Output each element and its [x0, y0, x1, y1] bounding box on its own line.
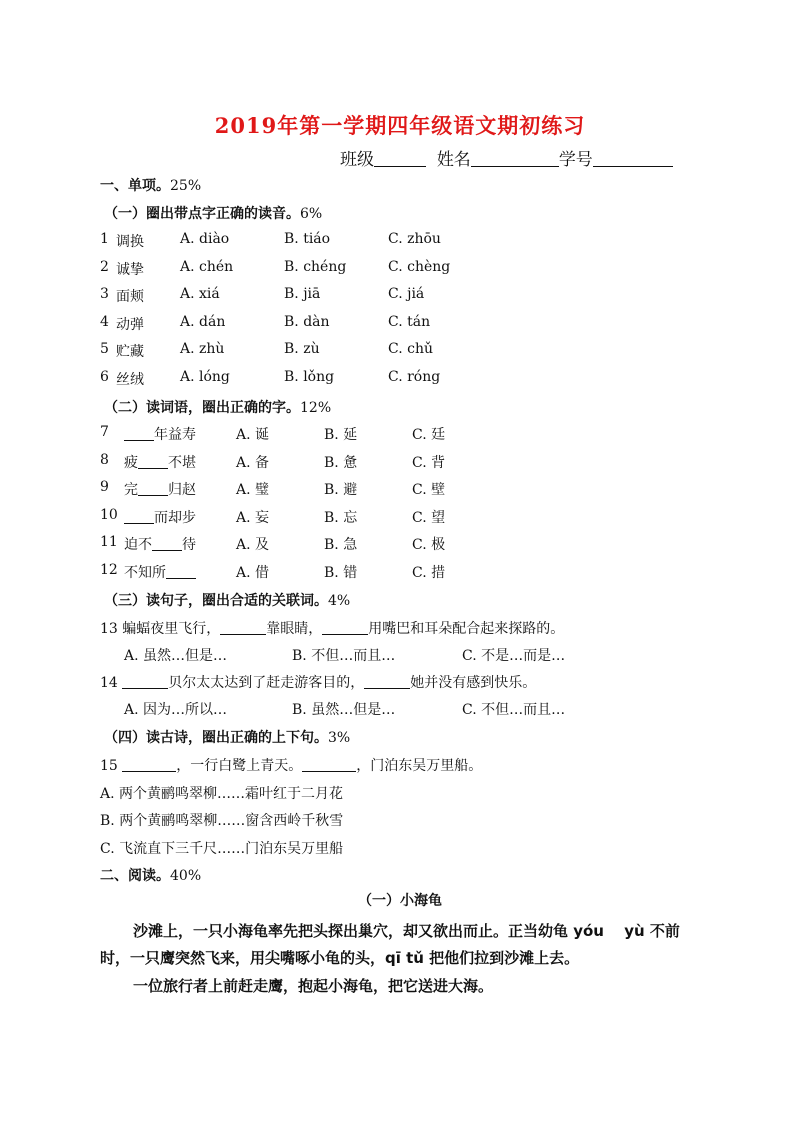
section-1-2-pct: 12% [300, 400, 332, 416]
section-1-1-label: （一）圈出带点字正确的读音。 [104, 206, 300, 222]
reading-subtitle: （一）小海龟 [358, 893, 442, 909]
word-row-phrase [124, 562, 196, 582]
word-row [100, 424, 480, 444]
q14-option-b[interactable]: B. 虽然…但是… [292, 702, 396, 718]
q14-num: 14 [100, 675, 118, 691]
word-row [100, 452, 480, 472]
q13-blank-1[interactable] [220, 620, 266, 635]
q14-text-2: 贝尔太太达到了赶走游客目的， [168, 675, 365, 691]
question-15 [100, 755, 482, 775]
section-1-label: 一、单项。 [100, 178, 170, 194]
name-blank[interactable] [471, 148, 559, 167]
q15-blank-1[interactable] [122, 757, 176, 772]
section-1-3-heading [104, 590, 350, 610]
q14-option-a[interactable]: A. 因为…所以… [124, 702, 228, 718]
word-row-suffix: 待 [182, 537, 196, 554]
pinyin-row-number: 3 [100, 286, 109, 303]
word-row-prefix: 迫不 [124, 537, 152, 554]
pinyin-row [100, 341, 500, 361]
pinyin-option-b[interactable]: B. chéng [284, 258, 347, 275]
section-2-label: 二、阅读。 [100, 868, 170, 884]
word-row-phrase [124, 534, 196, 554]
word-option-a[interactable]: A. 借 [236, 565, 270, 581]
word-option-c[interactable]: C. 壁 [412, 482, 446, 499]
q13-blank-2[interactable] [322, 620, 368, 635]
reading-p1-line2: 时，一只鹰突然飞来，用尖嘴啄小龟的头，qī tǔ 把他们拉到沙滩上去。 [100, 949, 580, 967]
class-label: 班级 [340, 150, 374, 170]
word-row [100, 534, 480, 554]
name-label: 姓名 [436, 150, 471, 170]
word-row-blank[interactable] [138, 481, 168, 496]
pinyin-row-word: 动弹 [116, 316, 144, 333]
word-option-b[interactable]: B. 急 [324, 537, 358, 554]
section-1-3-pct: 4% [328, 593, 351, 609]
pinyin-option-b[interactable]: B. lǒng [284, 369, 335, 385]
word-row-prefix: 完 [124, 482, 138, 499]
word-row-number: 8 [100, 451, 109, 468]
word-row-suffix: 而却步 [154, 509, 196, 526]
student-info [340, 145, 673, 170]
pinyin-option-c[interactable]: C. tán [388, 313, 431, 330]
word-row-number: 7 [100, 424, 109, 440]
question-13 [100, 618, 564, 638]
q13-text-1: 蝙蝠夜里飞行， [122, 621, 221, 637]
word-option-a[interactable]: A. 诞 [236, 427, 270, 443]
pinyin-option-b[interactable]: B. jiā [284, 286, 321, 303]
pinyin-row-word: 诚挚 [116, 261, 144, 278]
word-row-suffix: 归赵 [168, 482, 196, 499]
word-option-b[interactable]: B. 延 [324, 427, 358, 443]
pinyin-row [100, 286, 500, 306]
section-1-2-heading [104, 397, 331, 417]
pinyin-row-word: 丝绒 [116, 372, 144, 388]
q13-text-3: 用嘴巴和耳朵配合起来探路的。 [368, 621, 565, 637]
word-row-blank[interactable] [138, 454, 168, 469]
pinyin-option-a[interactable]: A. xiá [180, 286, 220, 303]
q13-num: 13 [100, 621, 118, 637]
section-1-1-pct: 6% [300, 206, 323, 222]
q13-option-a[interactable]: A. 虽然…但是… [124, 648, 228, 664]
word-row-prefix: 疲 [124, 454, 138, 471]
section-1-4-label: （四）读古诗，圈出正确的上下句。 [104, 730, 328, 746]
word-row [100, 507, 480, 527]
section-1-3-label: （三）读句子，圈出合适的关联词。 [104, 593, 328, 609]
word-row-phrase [124, 507, 196, 527]
pinyin-option-a[interactable]: A. lóng [180, 369, 230, 385]
question-14 [100, 672, 536, 692]
word-option-c[interactable]: C. 极 [412, 537, 446, 554]
word-row-number: 11 [100, 534, 118, 551]
word-option-a[interactable]: A. 备 [236, 454, 270, 471]
word-row-prefix: 不知所 [124, 565, 166, 581]
pinyin-option-a[interactable]: A. chén [180, 258, 234, 275]
section-1-pct: 25% [170, 178, 202, 194]
q15-option-c[interactable]: C. 飞流直下三千尺……门泊东吴万里船 [100, 841, 344, 857]
word-row [100, 562, 480, 582]
word-row-blank[interactable] [124, 509, 154, 524]
q15-option-a[interactable]: A. 两个黄鹂鸣翠柳……霜叶红于二月花 [100, 786, 344, 802]
q14-text-3: 她并没有感到快乐。 [410, 675, 537, 691]
id-label: 学号 [558, 150, 593, 170]
q13-option-c[interactable]: C. 不是…而是… [462, 648, 566, 664]
word-option-c[interactable]: C. 措 [412, 565, 446, 581]
pinyin-option-b[interactable]: B. tiáo [284, 231, 331, 247]
word-option-b[interactable]: B. 惫 [324, 454, 358, 471]
word-row [100, 479, 480, 499]
word-row-suffix: 年益寿 [154, 427, 196, 443]
word-option-c[interactable]: C. 望 [412, 509, 446, 526]
word-option-b[interactable]: B. 错 [324, 565, 358, 581]
word-row-blank[interactable] [124, 426, 154, 441]
q14-blank-1[interactable] [122, 674, 168, 689]
q13-options [124, 645, 624, 665]
class-blank[interactable] [374, 148, 426, 167]
word-option-c[interactable]: C. 背 [412, 454, 446, 471]
word-row-blank[interactable] [166, 564, 196, 579]
pinyin-option-c[interactable]: C. chèng [388, 258, 451, 275]
word-row-number: 9 [100, 479, 109, 496]
pinyin-option-a[interactable]: A. dán [180, 313, 226, 330]
q13-option-b[interactable]: B. 不但…而且… [292, 648, 396, 664]
section-1-heading [100, 175, 201, 195]
word-option-a[interactable]: A. 及 [236, 537, 270, 554]
pinyin-option-a[interactable]: A. diào [180, 231, 230, 247]
pinyin-option-c[interactable]: C. róng [388, 369, 441, 385]
pinyin-row-number: 2 [100, 258, 109, 275]
q15-option-b[interactable]: B. 两个黄鹂鸣翠柳……窗含西岭千秋雪 [100, 813, 344, 829]
word-row-number: 12 [100, 562, 118, 578]
pinyin-option-b[interactable]: B. dàn [284, 313, 330, 330]
word-option-b[interactable]: B. 避 [324, 482, 358, 499]
section-2-pct: 40% [170, 868, 202, 884]
pinyin-row-number: 4 [100, 313, 109, 330]
word-row-phrase [124, 424, 196, 444]
word-row-suffix: 不堪 [168, 454, 196, 471]
q15-text-2: ，一行白鹭上青天。 [176, 758, 303, 774]
pinyin-row-word: 面颊 [116, 289, 144, 306]
q14-option-c[interactable]: C. 不但…而且… [462, 702, 566, 718]
q15-num: 15 [100, 758, 118, 774]
pinyin-option-c[interactable]: C. jiá [388, 286, 425, 303]
section-1-2-label: （二）读词语，圈出正确的字。 [104, 400, 300, 416]
word-option-a[interactable]: A. 璧 [236, 482, 270, 499]
q15-text-3: ，门泊东吴万里船。 [356, 758, 483, 774]
word-option-b[interactable]: B. 忘 [324, 509, 358, 526]
pinyin-row [100, 369, 500, 389]
section-1-1-heading [104, 203, 322, 223]
q14-options [124, 699, 624, 719]
word-option-c[interactable]: C. 廷 [412, 427, 446, 443]
pinyin-row [100, 314, 500, 334]
word-row-number: 10 [100, 506, 118, 523]
word-row-blank[interactable] [152, 536, 182, 551]
q13-text-2: 靠眼睛， [266, 621, 323, 637]
pinyin-row-number: 5 [100, 341, 109, 358]
section-1-4-heading [104, 727, 350, 747]
word-option-a[interactable]: A. 妄 [236, 509, 270, 526]
pinyin-row-number: 6 [100, 369, 109, 385]
section-1-4-pct: 3% [328, 730, 351, 746]
pinyin-row-number: 1 [100, 231, 109, 247]
id-blank[interactable] [593, 148, 673, 167]
pinyin-option-c[interactable]: C. chǔ [388, 341, 433, 358]
pinyin-row-word: 调换 [116, 234, 144, 250]
pinyin-row-word: 贮藏 [116, 344, 144, 361]
page-title: 2019年第一学期四年级语文期初练习 [214, 113, 586, 138]
q14-blank-2[interactable] [364, 674, 410, 689]
section-2-heading [100, 865, 201, 885]
reading-p2: 一位旅行者上前赶走鹰，抱起小海龟，把它送进大海。 [133, 977, 494, 995]
pinyin-row [100, 259, 500, 279]
reading-p1-line1: 沙滩上，一只小海龟率先把头探出巢穴，却又欲出而止。正当幼龟 yóu yù 不前 [133, 922, 680, 940]
pinyin-option-b[interactable]: B. zù [284, 341, 320, 358]
word-row-phrase [124, 452, 196, 472]
pinyin-option-a[interactable]: A. zhù [180, 341, 225, 358]
pinyin-row [100, 231, 500, 251]
q15-blank-2[interactable] [302, 757, 356, 772]
pinyin-option-c[interactable]: C. zhōu [388, 231, 441, 247]
word-row-phrase [124, 479, 196, 499]
